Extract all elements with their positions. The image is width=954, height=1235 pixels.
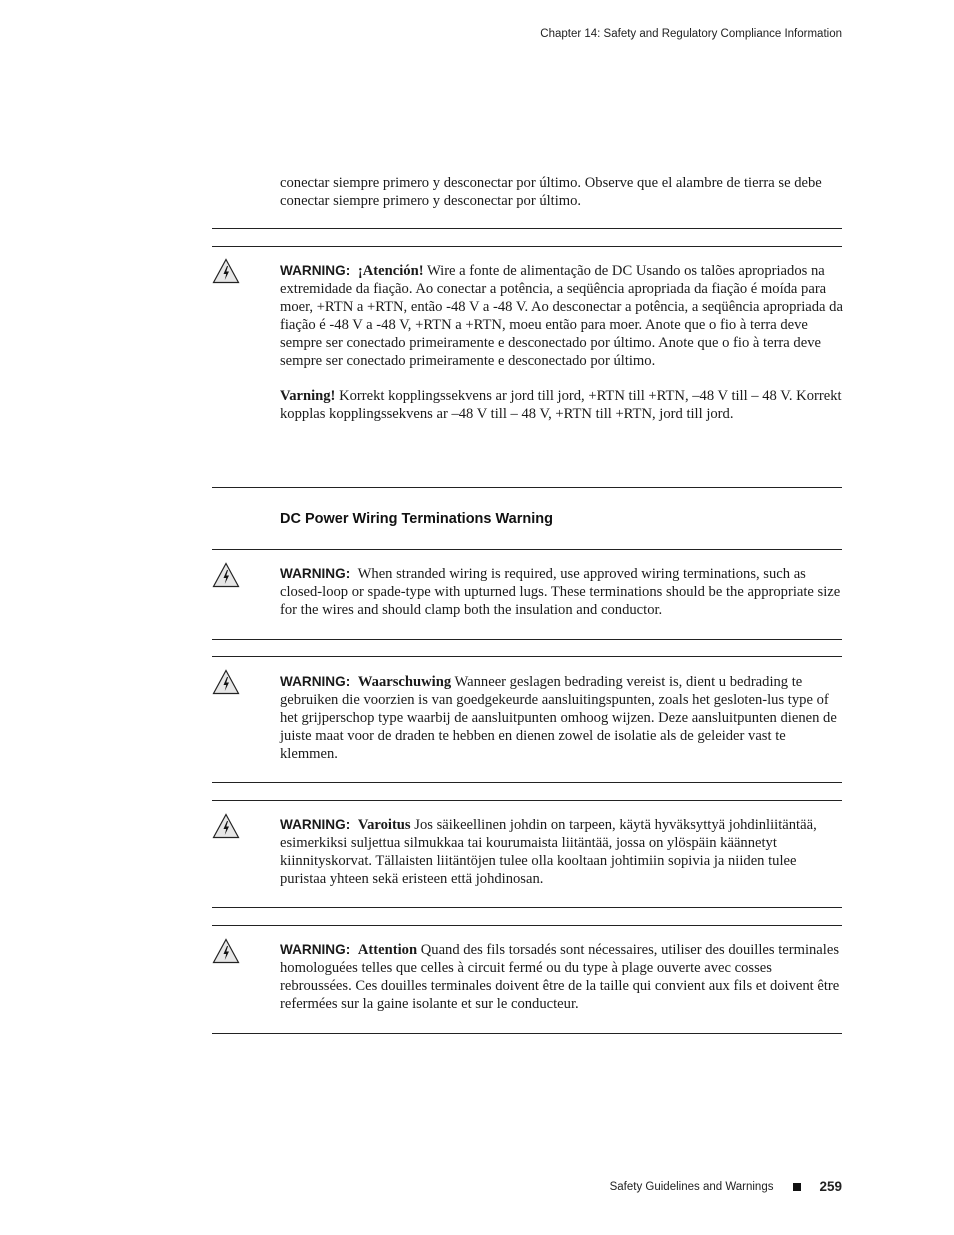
warning-body: Korrekt kopplingssekvens ar jord till jord, +RTN till +RTN, –48 V till – 48 V. Korrekt kopplas kopplingssekvens ar –48 V till – 48 V, +RTN till +RTN, jord till jord.: [280, 388, 842, 422]
warning-label: WARNING:: [280, 817, 351, 832]
divider-rule: [212, 639, 842, 640]
warning-text: [280, 673, 846, 763]
divider-rule: [212, 228, 842, 229]
warning-body: Wire a fonte de alimentação de DC Usando os talões apropriados na extremidade da fiação. Ao conectar a potência, a seqüência apropriada da fiação é moída para moer, +RTN a +RTN, então -48 V a -48 V. Ao desconectar a potência, a seqüência apropriada da fiação é -48 V a -48 V, +RTN a +RTN, moeu então para moer. Anote que o fio à terra deve sempre ser conectado primeiramente e desconectado por último. Anote que o fio à terra deve sempre ser conectado primeiramente e desconectado por último.: [280, 263, 843, 369]
page-number: 259: [819, 1179, 842, 1194]
warning-text: [280, 565, 846, 619]
electrical-hazard-triangle-icon: [212, 813, 240, 839]
warning-body: When stranded wiring is required, use approved wiring terminations, such as closed-loop or spade-type with upturned lugs. These terminations should be the appropriate size for the wires and should clamp both the insulation and conductor.: [280, 566, 841, 618]
section-heading: DC Power Wiring Terminations Warning: [280, 511, 553, 527]
warning-text: [280, 941, 846, 1013]
divider-rule: [212, 246, 842, 247]
electrical-hazard-triangle-icon: [212, 562, 240, 588]
warning-text: [280, 262, 846, 423]
electrical-hazard-triangle-icon: [212, 669, 240, 695]
warning-label: WARNING:: [280, 263, 351, 278]
divider-rule: [212, 782, 842, 783]
divider-rule: [212, 487, 842, 488]
electrical-hazard-triangle-icon: [212, 938, 240, 964]
divider-rule: [212, 907, 842, 908]
divider-rule: [212, 549, 842, 550]
language-label: Varoitus: [357, 817, 411, 833]
running-header: Chapter 14: Safety and Regulatory Compliance Information: [540, 28, 842, 40]
divider-rule: [212, 925, 842, 926]
divider-rule: [212, 1033, 842, 1034]
warning-body: Quand des fils torsadés sont nécessaires, utiliser des douilles terminales homologuées telles que celles à circuit fermé ou du type à plage ouverte avec cosses rebroussées. Ces douilles terminales doivent être de la taille qui convient aux fils et doivent être refermées sur la gaine isolante et sur le conducteur.: [280, 942, 840, 1012]
language-label: Attention: [357, 942, 418, 958]
warning-text: [280, 816, 846, 888]
intro-paragraph: conectar siempre primero y desconectar por último. Observe que el alambre de tierra se debe conectar siempre primero y desconectar por último.: [280, 175, 822, 209]
language-label: ¡Atención!: [357, 263, 424, 279]
electrical-hazard-triangle-icon: [212, 258, 240, 284]
warning-label: WARNING:: [280, 674, 351, 689]
footer-section-title: Safety Guidelines and Warnings: [609, 1180, 774, 1193]
warning-label: WARNING:: [280, 566, 351, 581]
page-footer: [610, 1179, 842, 1194]
language-label: Varning!: [280, 388, 336, 404]
divider-rule: [212, 800, 842, 801]
warning-label: WARNING:: [280, 942, 351, 957]
warning-body: Wanneer geslagen bedrading vereist is, dient u bedrading te gebruiken die voorzien is van goedgekeurde aansluitingspunten, zoals het gesloten-lus type of het grijperschop type waarbij de aansluitpunten omhoog wijzen. Deze aansluitpunten dienen de juiste maat voor de draden te hebben en dienen zowel de isolatie als de geleider vast te klemmen.: [280, 674, 837, 762]
divider-rule: [212, 656, 842, 657]
language-label: Waarschuwing: [357, 674, 452, 690]
warning-body: Jos säikeellinen johdin on tarpeen, käytä hyväksyttyä johdinliitäntää, esimerkiksi suljettua silmukkaa tai kourumaista liitäntää, jossa on ylöspäin käännetyt kiinnityskorvat. Tällaisten liitäntöjen tulee olla kooltaan johtimiin sopivia ja niiden tulee puristaa yhteen sekä eristeen että johdinosan.: [280, 817, 817, 887]
square-bullet-icon: [793, 1183, 801, 1191]
